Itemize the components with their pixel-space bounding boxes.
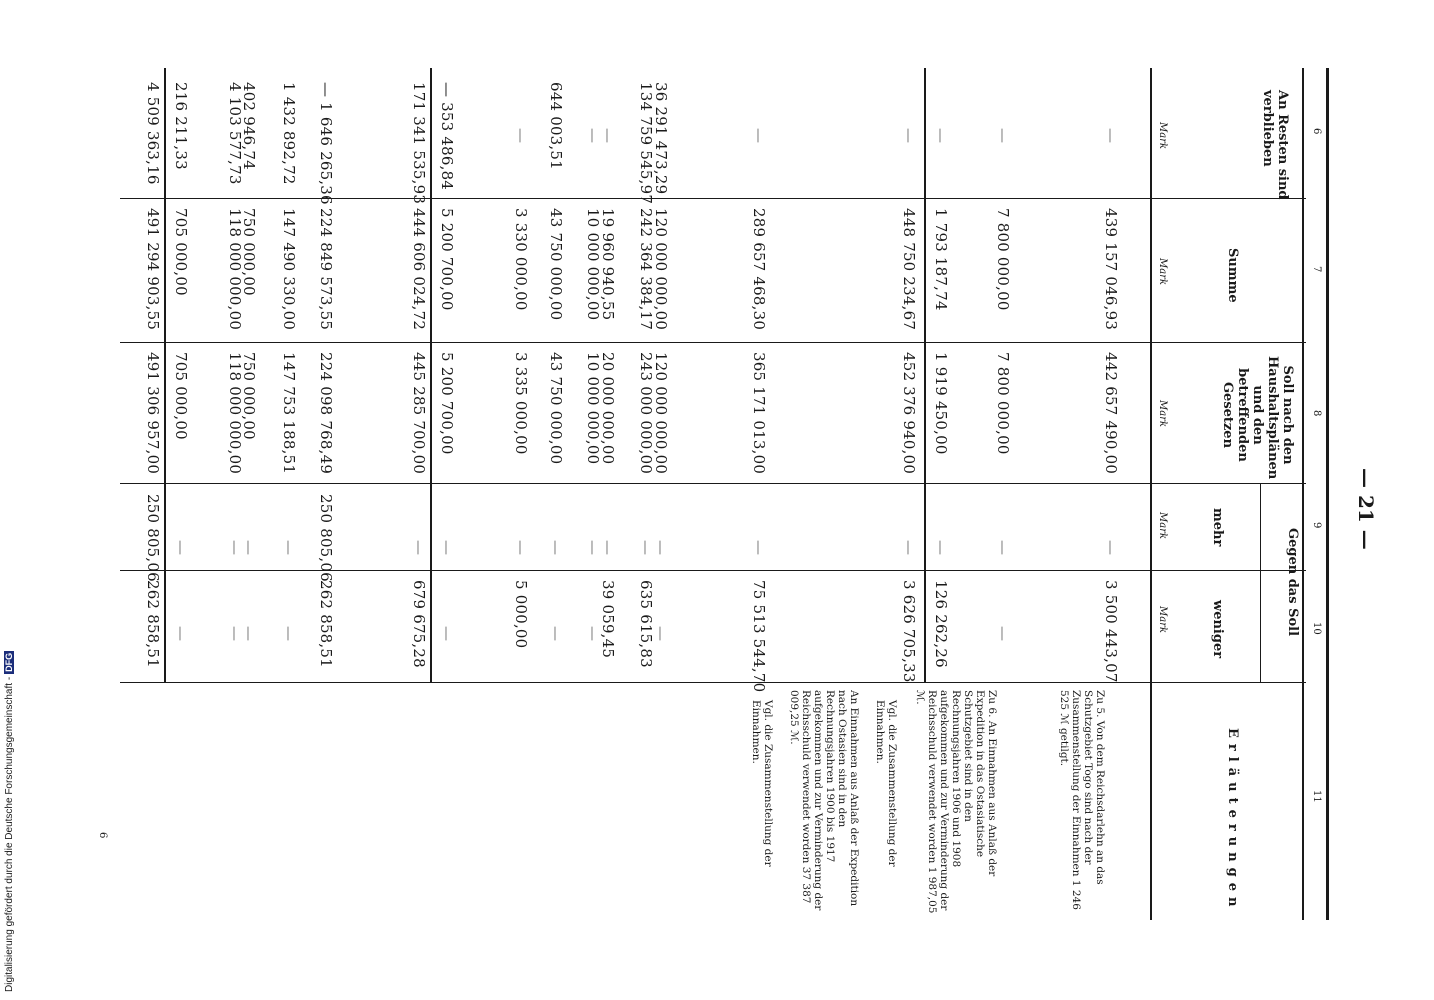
table-cell-c10: 126 262,26 [932,580,950,668]
table-cell-c6: 134 759 545,97 [637,82,655,205]
table-cell-c8: 43 750 000,00 [547,352,565,465]
top-rule [1302,68,1304,920]
note-6b: Vgl. die Zusammenstellung der Einnahmen. [874,700,898,867]
table-cell-c7: 7 800 000,00 [994,208,1012,311]
table-cell-c8: 7 800 000,00 [994,352,1012,455]
table-cell-c10: — [280,626,298,642]
table-cell-c9: — [750,540,768,556]
table-cell-c8: 243 000 000,00 [637,352,655,475]
section-rule-2 [430,68,432,682]
table-cell-c8: 365 171 013,00 [750,352,768,475]
top-rule-double [1326,68,1329,920]
table-cell-c6: — [750,128,768,144]
column-number-11: 11 [1311,790,1322,803]
table-cell-c10: — [652,626,670,642]
col-divider-6-7 [120,198,1306,199]
table-cell-c10: — [172,626,190,642]
header-col8: Soll nach den Haushaltsplänen und den betreffenden Gesetzen [1220,356,1295,480]
table-cell-c7: 705 000,00 [172,208,190,296]
unit-col9: Mark [1157,512,1168,540]
unit-col6: Mark [1157,122,1168,150]
table-cell-c8: 10 000 000,00 [584,352,602,465]
table-cell-c9: — [584,540,602,556]
table-cell-c6: — [512,128,530,144]
note-6c: An Einnahmen aus Anlaß der Expedition nach Ostasien sind in den Rechnungsjahren 1900 bis 1917 aufgekommen und zur Verminderung der Reichsschuld verwendet worden 37 387 009,25 ℳ. [788,690,860,911]
table-cell-c9: — [240,540,258,556]
table-cell-c10: — [240,626,258,642]
column-number-8: 8 [1311,410,1322,417]
table-cell-c8: 120 000 000,00 [652,352,670,475]
table-cell-c6: — [900,128,918,144]
table-cell-c9: — [512,540,530,556]
header-col9: mehr [1210,508,1225,547]
header-col7: Summe [1225,248,1240,303]
table-cell-c7: 224 849 573,55 [317,208,335,331]
table-cell-c6: — [584,128,602,144]
table-cell-c8: 224 098 768,49 [317,352,335,475]
table-cell-c10: 3 500 443,07 [1102,580,1120,683]
table-cell-c7: 5 200 700,00 [438,208,456,311]
table-cell-c7: 120 000 000,00 [652,208,670,331]
table-cell-c9: — [438,540,456,556]
table-cell-c10: 262 858,51 [317,580,335,668]
table-cell-c8: 705 000,00 [172,352,190,440]
column-number-9: 9 [1311,522,1322,529]
table-cell-c8: 750 000,00 [240,352,258,440]
table-cell-c9: 250 805,06 [317,494,335,582]
table-cell-c6: — 353 486,84 [438,82,456,191]
note-6d: Vgl. die Zusammenstellung der Einnahmen. [750,700,774,867]
table-cell-c8: 442 657 490,00 [1102,352,1120,475]
table-cell-c6: 216 211,33 [172,82,190,170]
table-cell-c7: 750 000,00 [240,208,258,296]
table-cell-c9: — [599,540,617,556]
table-cell-c7: 3 330 000,00 [512,208,530,311]
footer-text: Digitalisierung gefördert durch die Deutsche Forschungsgemeinschaft - [4,676,15,992]
unit-col7: Mark [1157,258,1168,286]
table-cell-c6: 402 946,74 [240,82,258,170]
table-cell-c6: 4 509 363,16 [144,82,162,185]
header-col6: An Resten sind verblieben [1260,90,1290,200]
table-cell-c8: 147 753 188,51 [280,352,298,475]
note-6a: Zu 6. An Einnahmen aus Anlaß der Expedition in das Ostasiatische Schutzgebiet sind in den Rechnungsjahren 1906 und 1908 aufgekommen und zur Verminderung der Reichsschuld verwendet worden 1 987,05 ℳ. [914,690,998,914]
table-cell-c6: 4 103 577,73 [226,82,244,185]
col-divider-9-10 [120,570,1306,571]
table-cell-c8: 20 000 000,00 [599,352,617,465]
table-cell-c6: — 1 646 265,36 [317,82,335,205]
table-cell-c8: 5 200 700,00 [438,352,456,455]
table-cell-c7: 289 657 468,30 [750,208,768,331]
page-number: — 21 — [1354,468,1378,550]
section-rule-1 [924,68,926,682]
table-cell-c10: 3 626 705,33 [900,580,918,683]
table-cell-c7: 439 157 046,93 [1102,208,1120,331]
header-group-gegen-das-soll: Gegen das Soll [1285,528,1300,637]
unit-col10: Mark [1157,606,1168,634]
table-cell-c8: 3 335 000,00 [512,352,530,455]
table-cell-c9: — [994,540,1012,556]
header-rule [1150,68,1152,920]
table-cell-c10: 679 675,28 [410,580,428,668]
table-cell-c8: 452 376 940,00 [900,352,918,475]
table-cell-c7: 1 793 187,74 [932,208,950,311]
table-cell-c7: 19 960 940,55 [599,208,617,321]
table-cell-c10: — [994,626,1012,642]
table-cell-c8: 1 919 450,00 [932,352,950,455]
table-cell-c6: 171 341 535,93 [410,82,428,205]
table-cell-c10: — [438,626,456,642]
table-cell-c10: 635 615,83 [637,580,655,668]
table-cell-c7: 43 750 000,00 [547,208,565,321]
table-cell-c9: — [637,540,655,556]
table-cell-c10: 262 858,51 [144,580,162,668]
table-bottom-rule [120,682,122,683]
table-cell-c7: 491 294 903,55 [144,208,162,331]
table-cell-c9: — [1102,540,1120,556]
table-cell-c6: — [994,128,1012,144]
table-cell-c10: 39 059,45 [599,580,617,659]
column-number-7: 7 [1311,266,1322,273]
table-cell-c7: 444 606 024,72 [410,208,428,331]
table-cell-c9: — [900,540,918,556]
table-cell-c7: 242 364 384,17 [637,208,655,331]
table-cell-c9: — [226,540,244,556]
unit-col8: Mark [1157,400,1168,428]
col-divider-7-8 [120,342,1306,343]
section-rule-3 [164,68,166,682]
header-col11: Erläuterungen [1225,728,1240,913]
col-divider-8-9 [120,483,1306,484]
footer-credit [4,651,15,992]
table-cell-c6: 644 003,51 [547,82,565,170]
table-cell-c10: 75 513 544,70 [750,580,768,693]
table-cell-c9: — [932,540,950,556]
table-cell-c7: 448 750 234,67 [900,208,918,331]
table-cell-c10: — [584,626,602,642]
table-cell-c6: — [599,128,617,144]
table-cell-c9: — [410,540,428,556]
group-rule-9-10 [1260,483,1261,682]
table-cell-c9: — [280,540,298,556]
table-cell-c8: 491 306 957,00 [144,352,162,475]
table-cell-c10: 5 000,00 [512,580,530,649]
col-divider-10-11 [120,682,1306,683]
header-col10: weniger [1210,600,1225,659]
note-5: Zu 5. Von dem Reichsdarlehn an das Schutzgebiet Togo sind nach der Zusammenstellung der Einnahmen 1 246 525 ℳ getilgt. [1058,690,1106,910]
table-cell-c6: — [1102,128,1120,144]
table-cell-c8: 445 285 700,00 [410,352,428,475]
table-cell-c10: — [547,626,565,642]
table-cell-c9: — [652,540,670,556]
table-cell-c9: — [547,540,565,556]
table-cell-c6: — [932,128,950,144]
side-number: 6 [97,832,108,839]
table-cell-c8: 118 000 000,00 [226,352,244,475]
table-cell-c10: — [226,626,244,642]
column-number-10: 10 [1311,622,1322,635]
table-cell-c7: 147 490 330,00 [280,208,298,331]
table-cell-c9: — [172,540,190,556]
table-cell-c6: 1 432 892,72 [280,82,298,185]
table-cell-c7: 10 000 000,00 [584,208,602,321]
table-cell-c7: 118 000 000,00 [226,208,244,331]
dfg-logo: DFG [4,652,14,672]
column-number-6: 6 [1311,128,1322,135]
table-cell-c9: 250 805,06 [144,494,162,582]
table-cell-c6: 36 291 473,29 [652,82,670,195]
